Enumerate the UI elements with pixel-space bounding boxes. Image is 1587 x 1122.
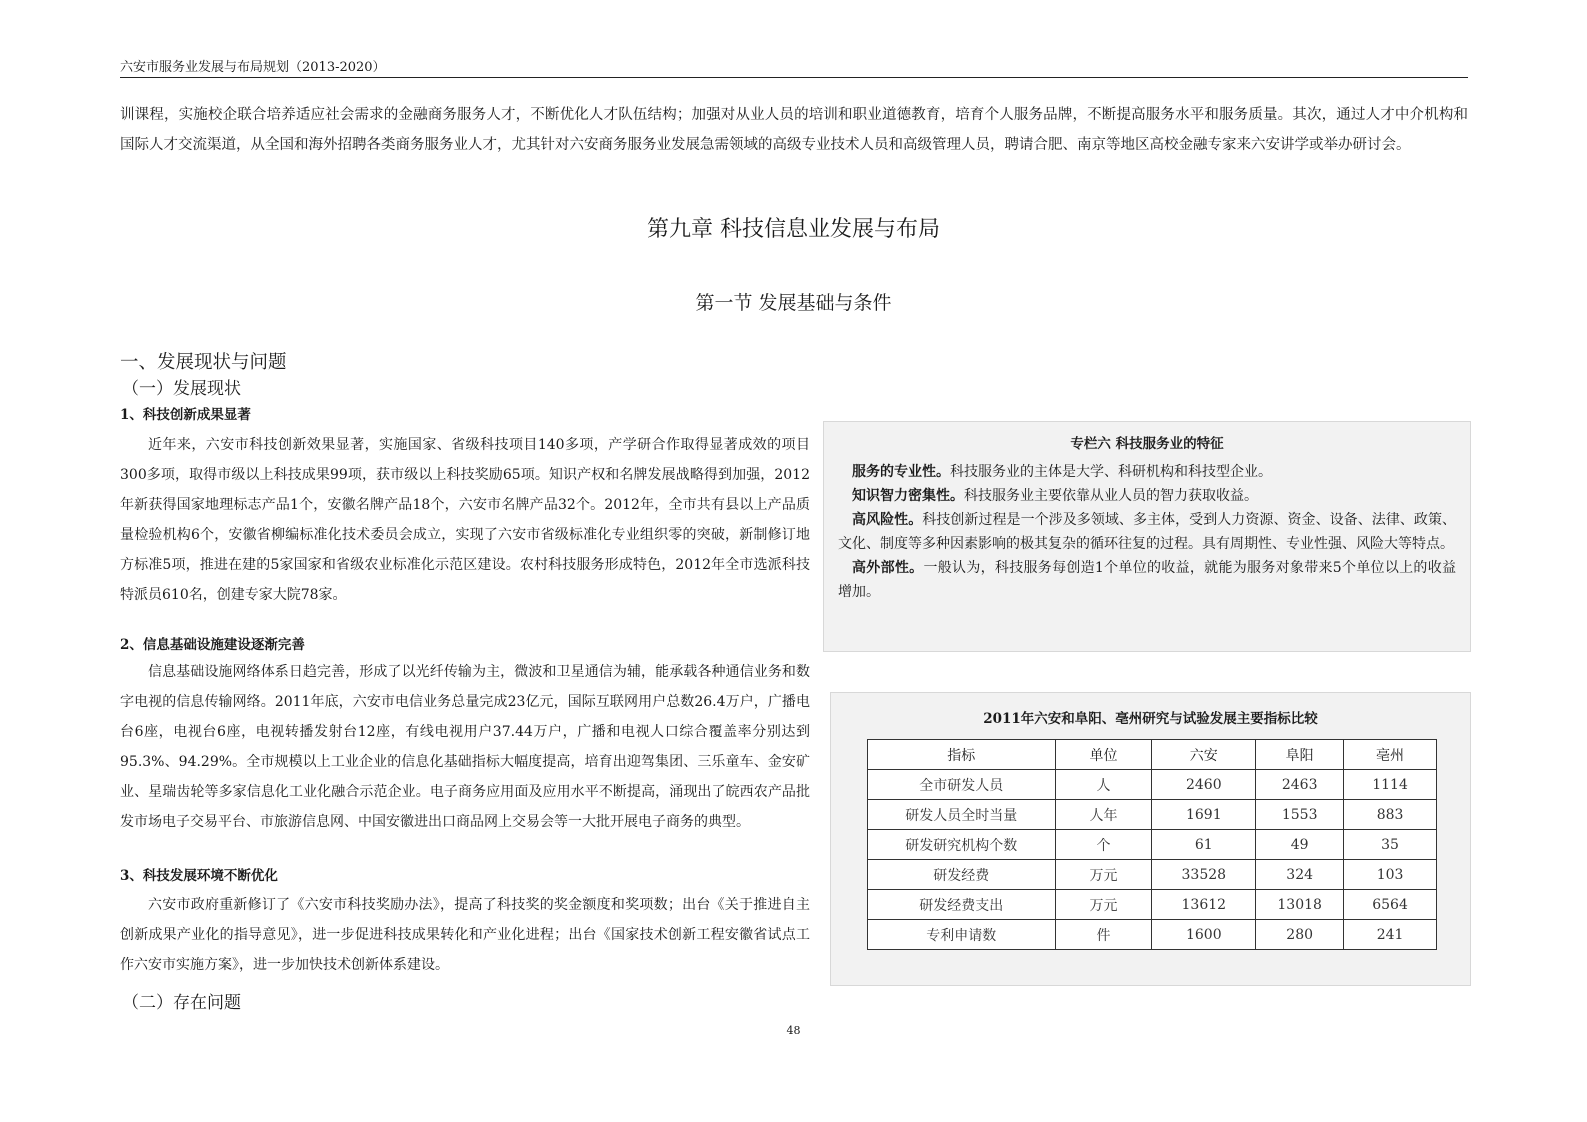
table-row <box>868 920 1437 950</box>
feature-text: 科技服务业主要依靠从业人员的智力获取收益。 <box>964 488 1258 504</box>
table-cell: 33528 <box>1152 860 1256 890</box>
table-cell: 专利申请数 <box>868 920 1056 950</box>
table-cell: 2463 <box>1256 770 1344 800</box>
paragraph-environment-text: 六安市政府重新修订了《六安市科技奖励办法》，提高了科技奖的奖金额度和奖项数；出台《关于推进自主创新成果产业化的指导意见》，进一步促进科技成果转化和产业化进程；出台《国家技术创新工程安徽省试点工作六安市实施方案》，进一步加快技术创新体系建设。 <box>120 897 810 973</box>
header-title: 六安市服务业发展与布局规划（2013-2020） <box>120 60 386 75</box>
table-cell: 研发经费支出 <box>868 890 1056 920</box>
paragraph-innovation <box>120 430 810 610</box>
table-header-cell: 阜阳 <box>1256 740 1344 770</box>
table-cell: 2460 <box>1152 770 1256 800</box>
table-header-cell: 六安 <box>1152 740 1256 770</box>
table-cell: 103 <box>1344 860 1437 890</box>
paragraph-environment <box>120 890 810 980</box>
heading-innovation: 1、科技创新成果显著 <box>120 407 251 423</box>
table-row <box>868 860 1437 890</box>
section-title: 第一节 发展基础与条件 <box>695 292 892 314</box>
table-cell: 13018 <box>1256 890 1344 920</box>
feature-text: 一般认为，科技服务每创造1个单位的收益，就能为服务对象带来5个单位以上的收益增加。 <box>838 560 1457 600</box>
table-row <box>868 770 1437 800</box>
table-header-row <box>868 740 1437 770</box>
table-cell: 13612 <box>1152 890 1256 920</box>
feature-text: 科技创新过程是一个涉及多领域、多主体，受到人力资源、资金、设备、法律、政策、文化、制度等多种因素影响的极其复杂的循环往复的过程。具有周期性、专业性强、风险大等特点。 <box>838 512 1457 552</box>
table-row <box>868 800 1437 830</box>
comparison-table <box>867 739 1437 950</box>
table-cell: 35 <box>1344 830 1437 860</box>
table-cell: 研发人员全时当量 <box>868 800 1056 830</box>
table-header-cell: 亳州 <box>1344 740 1437 770</box>
intro-paragraph: 训课程，实施校企联合培养适应社会需求的金融商务服务人才，不断优化人才队伍结构；加强对从业人员的培训和职业道德教育，培育个人服务品牌，不断提高服务水平和服务质量。其次，通过人才中介机构和国际人才交流渠道，从全国和海外招聘各类商务服务业人才，尤其针对六安商务服务业发展急需领域的高级专业技术人员和高级管理人员，聘请合肥、南京等地区高校金融专家来六安讲学或举办研讨会。 <box>120 107 1468 153</box>
table-cell: 研发经费 <box>868 860 1056 890</box>
table-cell: 万元 <box>1055 890 1152 920</box>
page-number: 48 <box>786 1024 801 1037</box>
chapter-title: 第九章 科技信息业发展与布局 <box>647 217 940 242</box>
feature-term: 高风险性。 <box>852 512 923 528</box>
table-cell: 个 <box>1055 830 1152 860</box>
table-row <box>868 890 1437 920</box>
feature-item <box>838 484 1456 508</box>
table-cell: 61 <box>1152 830 1256 860</box>
feature-box <box>823 421 1471 652</box>
table-cell: 1114 <box>1344 770 1437 800</box>
table-row <box>868 830 1437 860</box>
table-cell: 全市研发人员 <box>868 770 1056 800</box>
heading-status: （一）发展现状 <box>122 379 241 399</box>
feature-item <box>838 508 1456 556</box>
feature-item <box>838 460 1456 484</box>
table-cell: 883 <box>1344 800 1437 830</box>
heading-environment: 3、科技发展环境不断优化 <box>120 868 278 884</box>
table-cell: 280 <box>1256 920 1344 950</box>
paragraph-infrastructure <box>120 657 810 837</box>
table-cell: 1553 <box>1256 800 1344 830</box>
heading-infrastructure: 2、信息基础设施建设逐渐完善 <box>120 637 305 653</box>
paragraph-infrastructure-text: 信息基础设施网络体系日趋完善，形成了以光纤传输为主，微波和卫星通信为辅，能承载各种通信业务和数字电视的信息传输网络。2011年底，六安市电信业务总量完成23亿元，国际互联网用户总数26.4万户，广播电台6座，电视台6座，电视转播发射台12座，有线电视用户37.44万户，广播和电视人口综合覆盖率分别达到95.3%、94.29%。全市规模以上工业企业的信息化基础指标大幅度提高，培育出迎驾集团、三乐童车、金安矿业、星瑞齿轮等多家信息化工业化融合示范企业。电子商务应用面及应用水平不断提高，涌现出了皖西农产品批发市场电子交易平台、市旅游信息网、中国安徽进出口商品网上交易会等一大批开展电子商务的典型。 <box>120 664 810 830</box>
feature-box-title: 专栏六 科技服务业的特征 <box>1070 436 1224 452</box>
table-header-cell: 单位 <box>1055 740 1152 770</box>
table-cell: 49 <box>1256 830 1344 860</box>
feature-term: 服务的专业性。 <box>852 464 950 480</box>
table-title: 2011年六安和阜阳、亳州研究与试验发展主要指标比较 <box>983 711 1318 727</box>
table-cell: 万元 <box>1055 860 1152 890</box>
page-header <box>120 56 1468 78</box>
feature-term: 高外部性。 <box>852 560 924 576</box>
comparison-table-box <box>830 692 1471 986</box>
paragraph-innovation-text: 近年来，六安市科技创新效果显著，实施国家、省级科技项目140多项，产学研合作取得显著成效的项目300多项，取得市级以上科技成果99项，获市级以上科技奖励65项。知识产权和名牌发展战略得到加强，2012年新获得国家地理标志产品1个，安徽名牌产品18个，六安市名牌产品32个。2012年，全市共有县以上产品质量检验机构6个，安徽省柳编标准化技术委员会成立，实现了六安市省级标准化专业组织零的突破，新制修订地方标准5项，推进在建的5家国家和省级农业标准化示范区建设。农村科技服务形成特色，2012年全市选派科技特派员610名，创建专家大院78家。 <box>120 437 810 603</box>
table-cell: 1600 <box>1152 920 1256 950</box>
table-cell: 人年 <box>1055 800 1152 830</box>
table-cell: 6564 <box>1344 890 1437 920</box>
table-cell: 人 <box>1055 770 1152 800</box>
feature-term: 知识智力密集性。 <box>852 488 964 504</box>
table-cell: 件 <box>1055 920 1152 950</box>
feature-text: 科技服务业的主体是大学、科研机构和科技型企业。 <box>950 464 1272 480</box>
heading-problems: （二）存在问题 <box>122 993 241 1013</box>
table-cell: 241 <box>1344 920 1437 950</box>
table-cell: 研发研究机构个数 <box>868 830 1056 860</box>
feature-item <box>838 556 1456 604</box>
table-header-cell: 指标 <box>868 740 1056 770</box>
table-cell: 1691 <box>1152 800 1256 830</box>
table-cell: 324 <box>1256 860 1344 890</box>
heading-level-1: 一、发展现状与问题 <box>120 352 287 373</box>
